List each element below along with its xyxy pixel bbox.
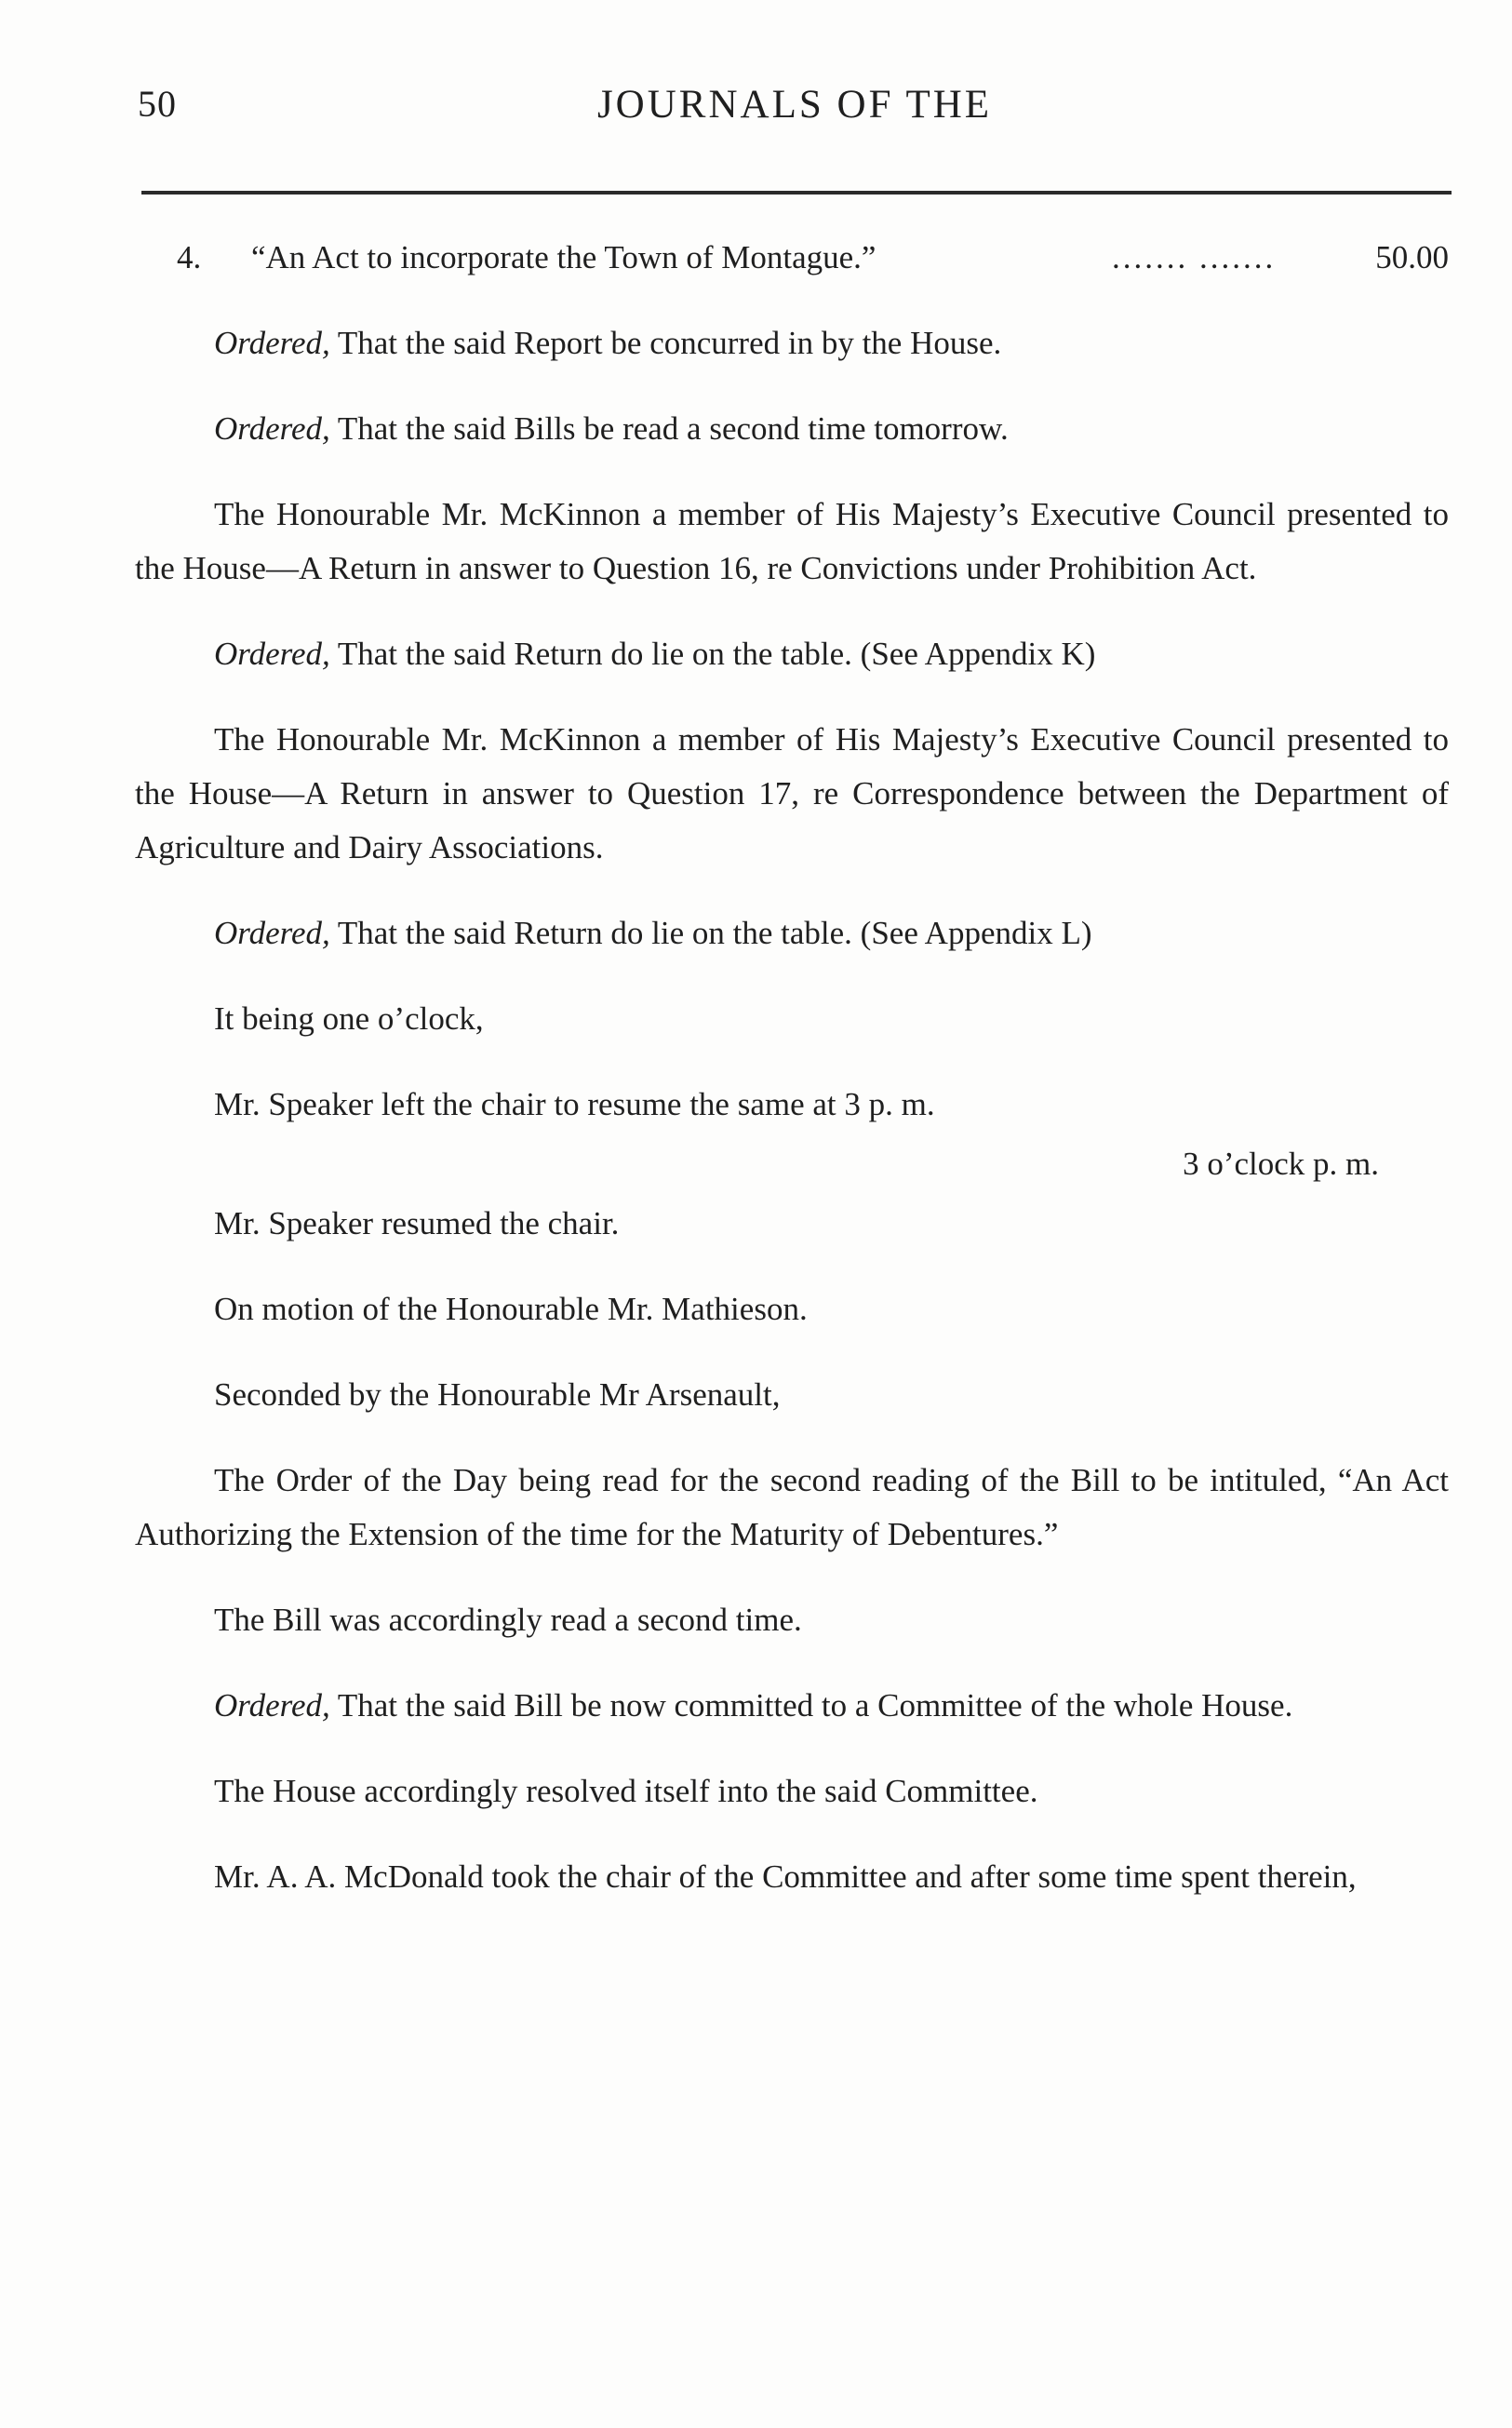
order-report-concurred xyxy=(135,316,1449,370)
one-oclock-line: It being one o’clock, xyxy=(214,1000,484,1037)
entry-leader: ....... ....... xyxy=(1112,239,1277,275)
order-text: That the said Return do lie on the table. (See Appendix L) xyxy=(329,915,1092,951)
journal-body xyxy=(135,231,1449,1936)
mcdonald-took-chair: Mr. A. A. McDonald took the chair of the Committee and after some time spent therein, xyxy=(214,1858,1357,1895)
ordered-label: Ordered, xyxy=(214,325,330,361)
header-rule xyxy=(141,191,1452,195)
order-return-l xyxy=(135,906,1449,960)
page-header xyxy=(138,82,1452,147)
ordered-label: Ordered, xyxy=(214,1687,330,1724)
seconded-arsenault: Seconded by the Honourable Mr Arsenault, xyxy=(214,1376,781,1413)
time-marker xyxy=(135,1143,1449,1197)
page-number: 50 xyxy=(138,83,177,125)
return-question-16: The Honourable Mr. McKinnon a member of His Majesty’s Executive Council presented to the House—A Return in answer to Question 16, re Convictions under Prohibition Act. xyxy=(135,496,1449,586)
time-mark-text: 3 o’clock p. m. xyxy=(1183,1146,1379,1182)
entry-number: 4. xyxy=(177,239,202,275)
entry-amount: 50.00 xyxy=(1375,239,1449,275)
house-resolved-committee: The House accordingly resolved itself into the said Committee. xyxy=(214,1773,1038,1809)
order-text: That the said Bills be read a second time tomorrow. xyxy=(329,410,1009,447)
ordered-label: Ordered, xyxy=(214,915,330,951)
entry-title: “An Act to incorporate the Town of Montague.” xyxy=(251,239,876,275)
bill-read-second-time: The Bill was accordingly read a second time. xyxy=(214,1602,802,1638)
running-title: JOURNALS OF THE xyxy=(596,83,993,127)
order-return-k xyxy=(135,627,1449,681)
order-text: That the said Bill be now committed to a Committee of the whole House. xyxy=(329,1687,1293,1724)
order-of-day-debentures: The Order of the Day being read for the second reading of the Bill to be intituled, “An Act Authorizing the Extension of the time for the Maturity of Debentures.” xyxy=(135,1462,1449,1552)
ordered-label: Ordered, xyxy=(214,636,330,672)
order-committed xyxy=(135,1679,1449,1733)
speaker-left-chair: Mr. Speaker left the chair to resume the same at 3 p. m. xyxy=(214,1086,935,1122)
order-text: That the said Return do lie on the table. (See Appendix K) xyxy=(329,636,1096,672)
ordered-label: Ordered, xyxy=(214,410,330,447)
return-question-17: The Honourable Mr. McKinnon a member of His Majesty’s Executive Council presented to the House—A Return in answer to Question 17, re Correspondence between the Department of Agriculture and Dairy Associations. xyxy=(135,721,1449,865)
speaker-resumed-chair: Mr. Speaker resumed the chair. xyxy=(214,1205,620,1241)
order-second-reading xyxy=(135,402,1449,456)
motion-mathieson: On motion of the Honourable Mr. Mathieson. xyxy=(214,1291,808,1327)
bill-entry xyxy=(135,231,1449,285)
order-text: That the said Report be concurred in by the House. xyxy=(329,325,1002,361)
